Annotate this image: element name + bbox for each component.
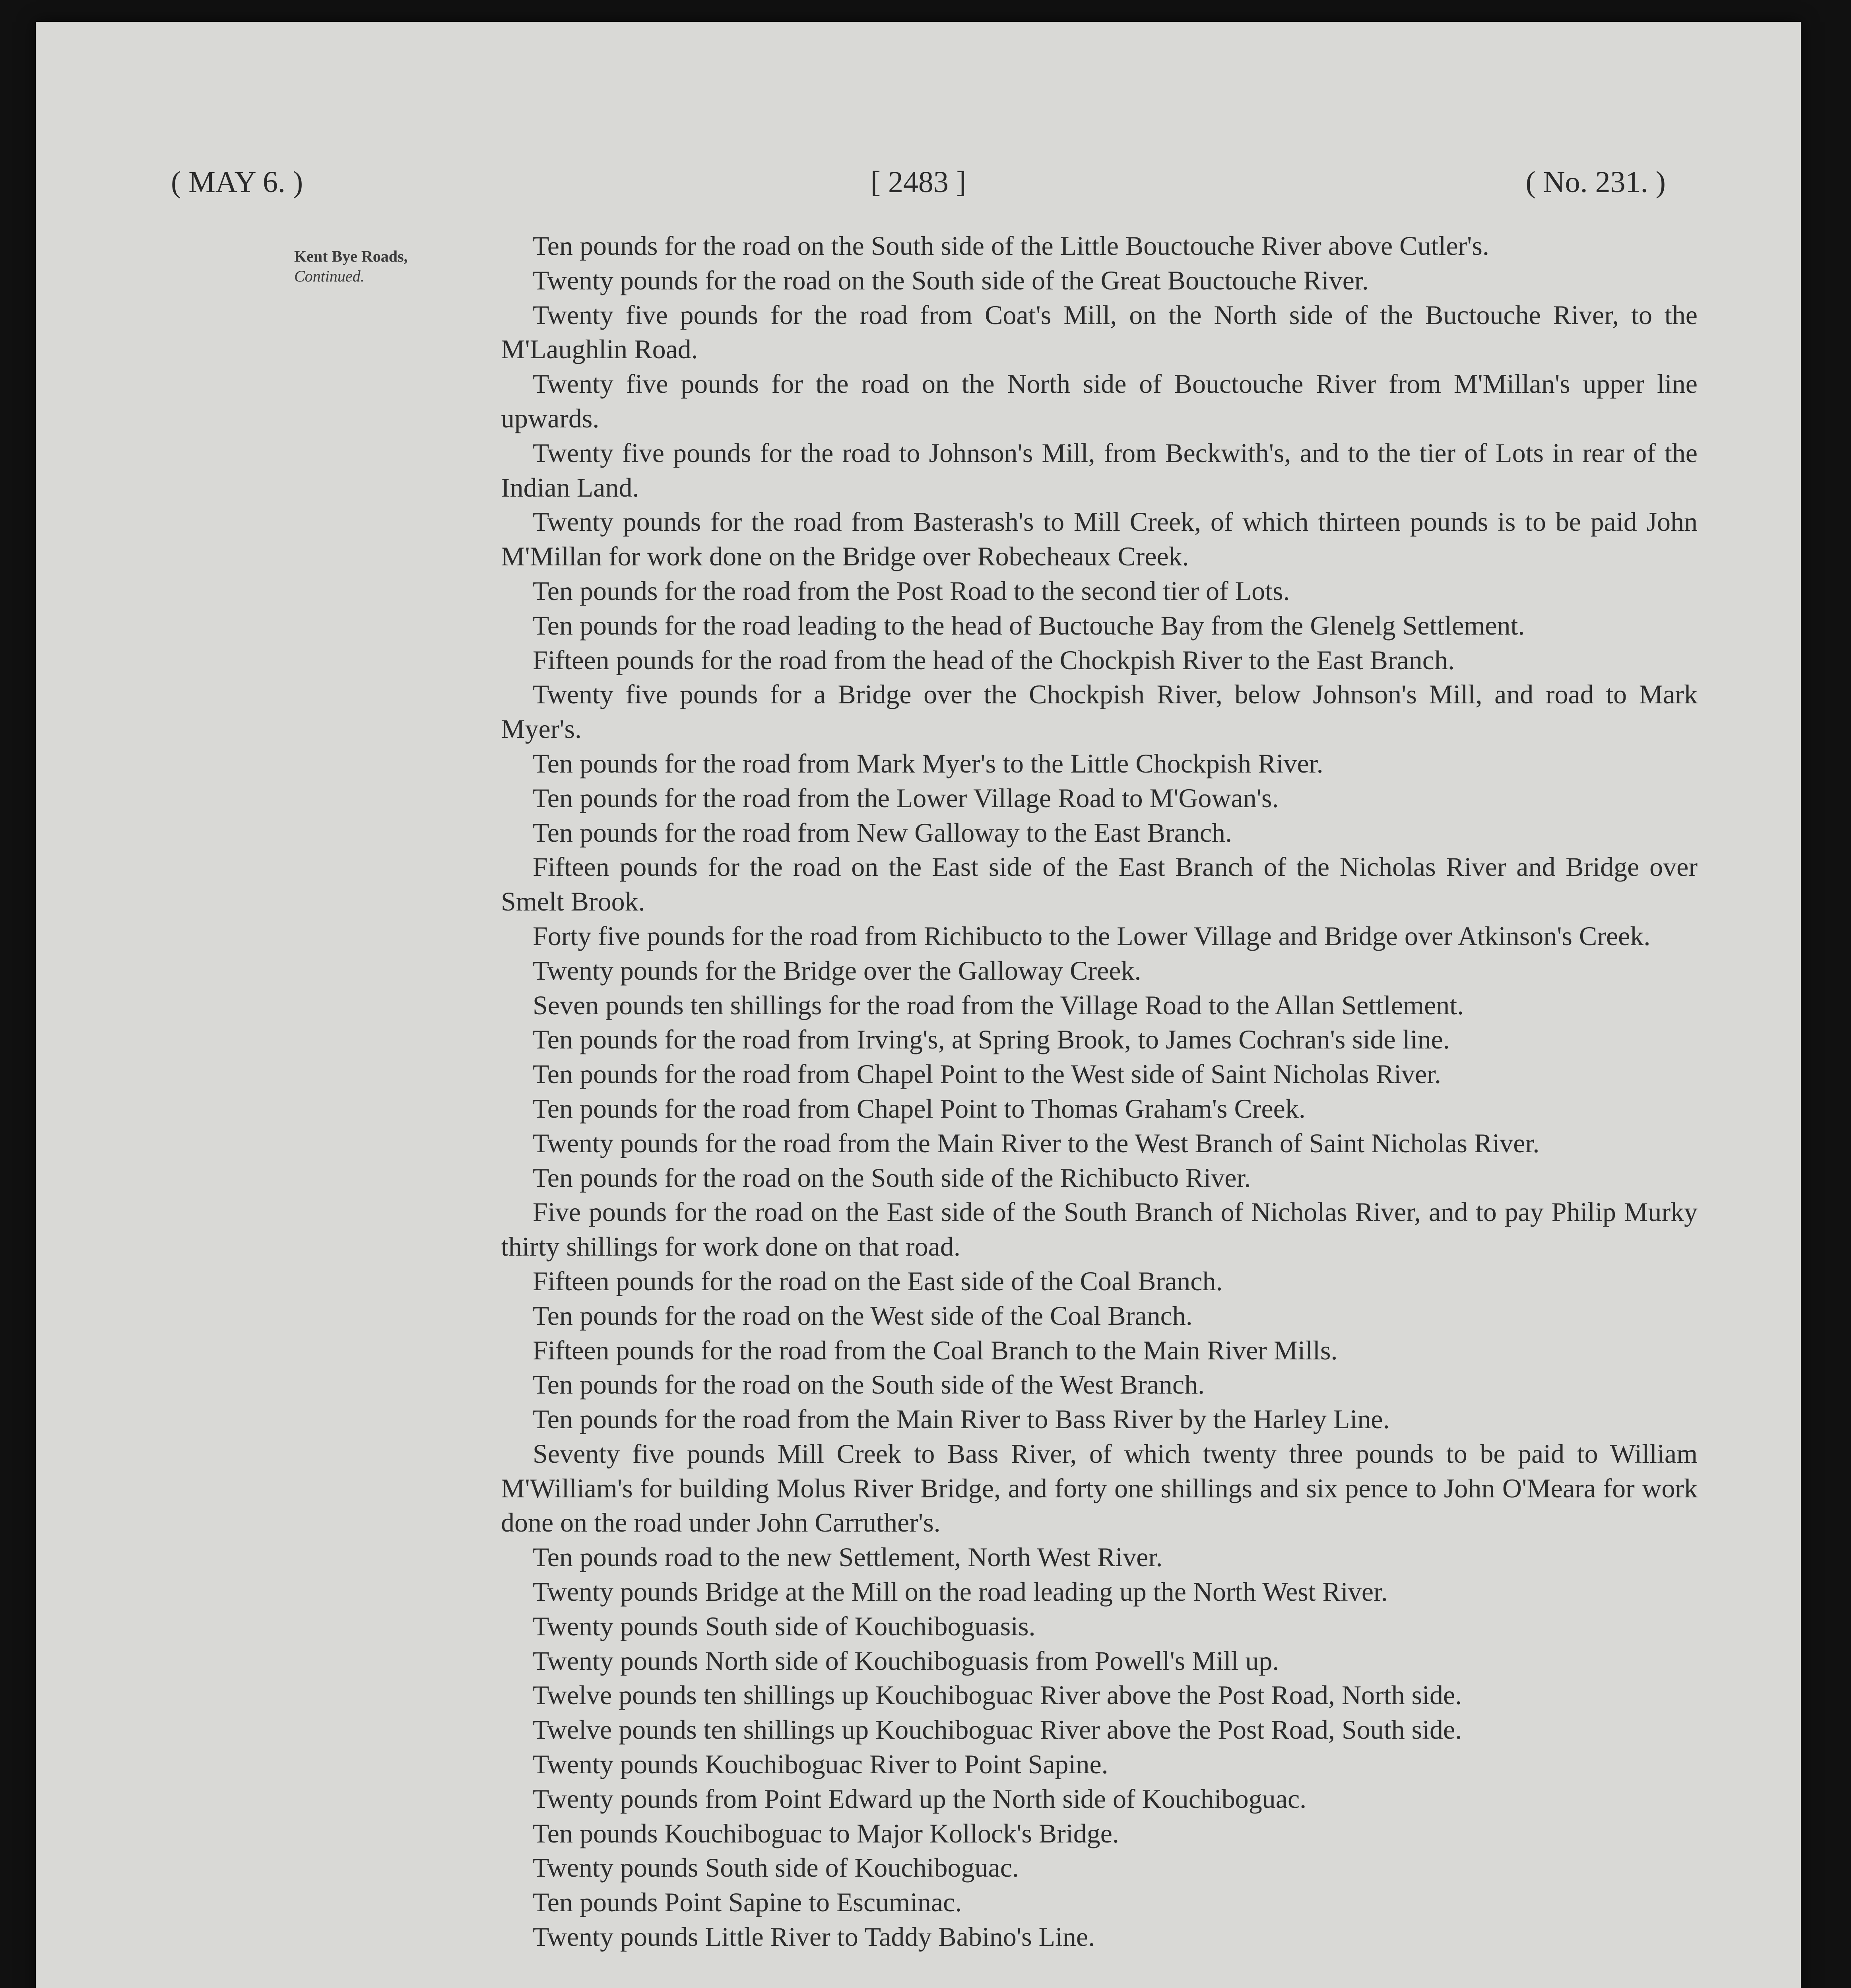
road-appropriation-paragraph: Seventy five pounds Mill Creek to Bass River, of which twenty three pounds to be paid to William M'William's for building Molus River Bridge, and forty one shillings and six pence to John O'Meara for work done on the road under John Carruther's. bbox=[501, 1438, 1698, 1538]
road-appropriation-paragraph: Fifteen pounds for the road from the head of the Chockpish River to the East Branch. bbox=[533, 645, 1455, 675]
road-appropriation-paragraph: Twenty pounds from Point Edward up the North side of Kouchiboguac. bbox=[533, 1783, 1307, 1814]
road-appropriation-paragraph: Twelve pounds ten shillings up Kouchiboguac River above the Post Road, South side. bbox=[533, 1714, 1462, 1745]
page-header bbox=[171, 165, 1666, 209]
road-appropriation-paragraph: Twenty pounds Kouchiboguac River to Point Sapine. bbox=[533, 1749, 1108, 1780]
road-appropriation-paragraph: Ten pounds for the road from Chapel Point to Thomas Graham's Creek. bbox=[533, 1093, 1306, 1124]
road-appropriation-paragraph: Ten pounds for the road from the Main River to Bass River by the Harley Line. bbox=[533, 1404, 1390, 1435]
header-page-number: [ 2483 ] bbox=[870, 165, 966, 199]
road-appropriation-paragraph: Ten pounds for the road from the Post Road to the second tier of Lots. bbox=[533, 575, 1290, 606]
header-issue-number: ( No. 231. ) bbox=[1525, 165, 1666, 199]
road-appropriation-paragraph: Twenty pounds Little River to Taddy Babino's Line. bbox=[533, 1922, 1095, 1952]
road-appropriation-paragraph: Ten pounds Kouchiboguac to Major Kollock's Bridge. bbox=[533, 1818, 1119, 1848]
road-appropriation-paragraph: Fifteen pounds for the road on the East side of the East Branch of the Nicholas River and Bridge over Smelt Brook. bbox=[501, 852, 1698, 917]
road-appropriation-paragraph: Ten pounds for the road from Mark Myer's to the Little Chockpish River. bbox=[533, 748, 1323, 779]
road-appropriation-paragraph: Ten pounds for the road from Irving's, at Spring Brook, to James Cochran's side line. bbox=[533, 1024, 1450, 1055]
margin-note-title: Kent Bye Roads, bbox=[294, 247, 408, 265]
margin-note-subtitle: Continued. bbox=[294, 267, 365, 285]
road-appropriation-paragraph: Ten pounds for the road on the South side of the Little Bouctouche River above Cutler's. bbox=[533, 231, 1489, 261]
road-appropriation-paragraph: Twenty pounds for the Bridge over the Galloway Creek. bbox=[533, 955, 1141, 986]
road-appropriation-paragraph: Ten pounds for the road on the South side of the Richibucto River. bbox=[533, 1162, 1251, 1193]
road-appropriation-paragraph: Ten pounds for the road from New Galloway to the East Branch. bbox=[533, 817, 1232, 848]
road-appropriation-paragraph: Twenty five pounds for the road from Coat's Mill, on the North side of the Buctouche River, to the M'Laughlin Road. bbox=[501, 299, 1698, 365]
road-appropriation-paragraph: Twenty pounds South side of Kouchiboguac. bbox=[533, 1852, 1019, 1883]
road-appropriation-paragraph: Twenty pounds for the road from Basterash's to Mill Creek, of which thirteen pounds is to be paid John M'Millan for work done on the Bridge over Robecheaux Creek. bbox=[501, 507, 1698, 572]
road-appropriation-paragraph: Ten pounds for the road from the Lower Village Road to M'Gowan's. bbox=[533, 782, 1279, 813]
road-appropriation-paragraph: Twenty five pounds for the road on the North side of Bouctouche River from M'Millan's upper line upwards. bbox=[501, 369, 1698, 433]
road-appropriation-paragraph: Ten pounds for the road from Chapel Point to the West side of Saint Nicholas River. bbox=[533, 1059, 1442, 1089]
road-appropriation-paragraph: Twenty five pounds for the road to Johnson's Mill, from Beckwith's, and to the tier of Lots in rear of the Indian Land. bbox=[501, 437, 1698, 503]
road-appropriation-paragraph: Twelve pounds ten shillings up Kouchiboguac River above the Post Road, North side. bbox=[533, 1680, 1462, 1710]
road-appropriation-paragraph: Twenty pounds for the road from the Main River to the West Branch of Saint Nicholas River. bbox=[533, 1128, 1540, 1158]
road-appropriation-paragraph: Ten pounds Point Sapine to Escuminac. bbox=[533, 1887, 962, 1918]
road-appropriation-paragraph: Ten pounds for the road on the South side of the West Branch. bbox=[533, 1369, 1205, 1400]
road-appropriation-paragraph: Ten pounds for the road leading to the head of Buctouche Bay from the Glenelg Settlement. bbox=[533, 610, 1525, 641]
road-appropriation-paragraph: Forty five pounds for the road from Richibucto to the Lower Village and Bridge over Atkinson's Creek. bbox=[533, 920, 1651, 951]
road-appropriation-paragraph: Twenty pounds for the road on the South side of the Great Bouctouche River. bbox=[533, 265, 1369, 295]
gazette-page bbox=[36, 22, 1801, 1988]
road-appropriation-paragraph: Twenty pounds North side of Kouchiboguasis from Powell's Mill up. bbox=[533, 1645, 1279, 1676]
road-appropriation-paragraph: Seven pounds ten shillings for the road from the Village Road to the Allan Settlement. bbox=[533, 990, 1464, 1020]
margin-note bbox=[294, 247, 517, 286]
road-appropriation-paragraph: Twenty pounds South side of Kouchiboguasis. bbox=[533, 1611, 1036, 1641]
road-appropriation-paragraph: Fifteen pounds for the road on the East side of the Coal Branch. bbox=[533, 1266, 1223, 1296]
road-appropriation-paragraph: Ten pounds road to the new Settlement, North West River. bbox=[533, 1542, 1163, 1573]
road-appropriation-paragraph: Ten pounds for the road on the West side of the Coal Branch. bbox=[533, 1300, 1193, 1331]
article-body bbox=[501, 229, 1698, 1954]
road-appropriation-paragraph: Five pounds for the road on the East side of the South Branch of Nicholas River, and to pay Philip Murky thirty shillings for work done on that road. bbox=[501, 1197, 1698, 1262]
road-appropriation-paragraph: Twenty five pounds for a Bridge over the Chockpish River, below Johnson's Mill, and road to Mark Myer's. bbox=[501, 679, 1698, 744]
road-appropriation-paragraph: Fifteen pounds for the road from the Coal Branch to the Main River Mills. bbox=[533, 1335, 1338, 1365]
header-date: ( MAY 6. ) bbox=[171, 165, 303, 199]
road-appropriation-paragraph: Twenty pounds Bridge at the Mill on the road leading up the North West River. bbox=[533, 1576, 1388, 1607]
